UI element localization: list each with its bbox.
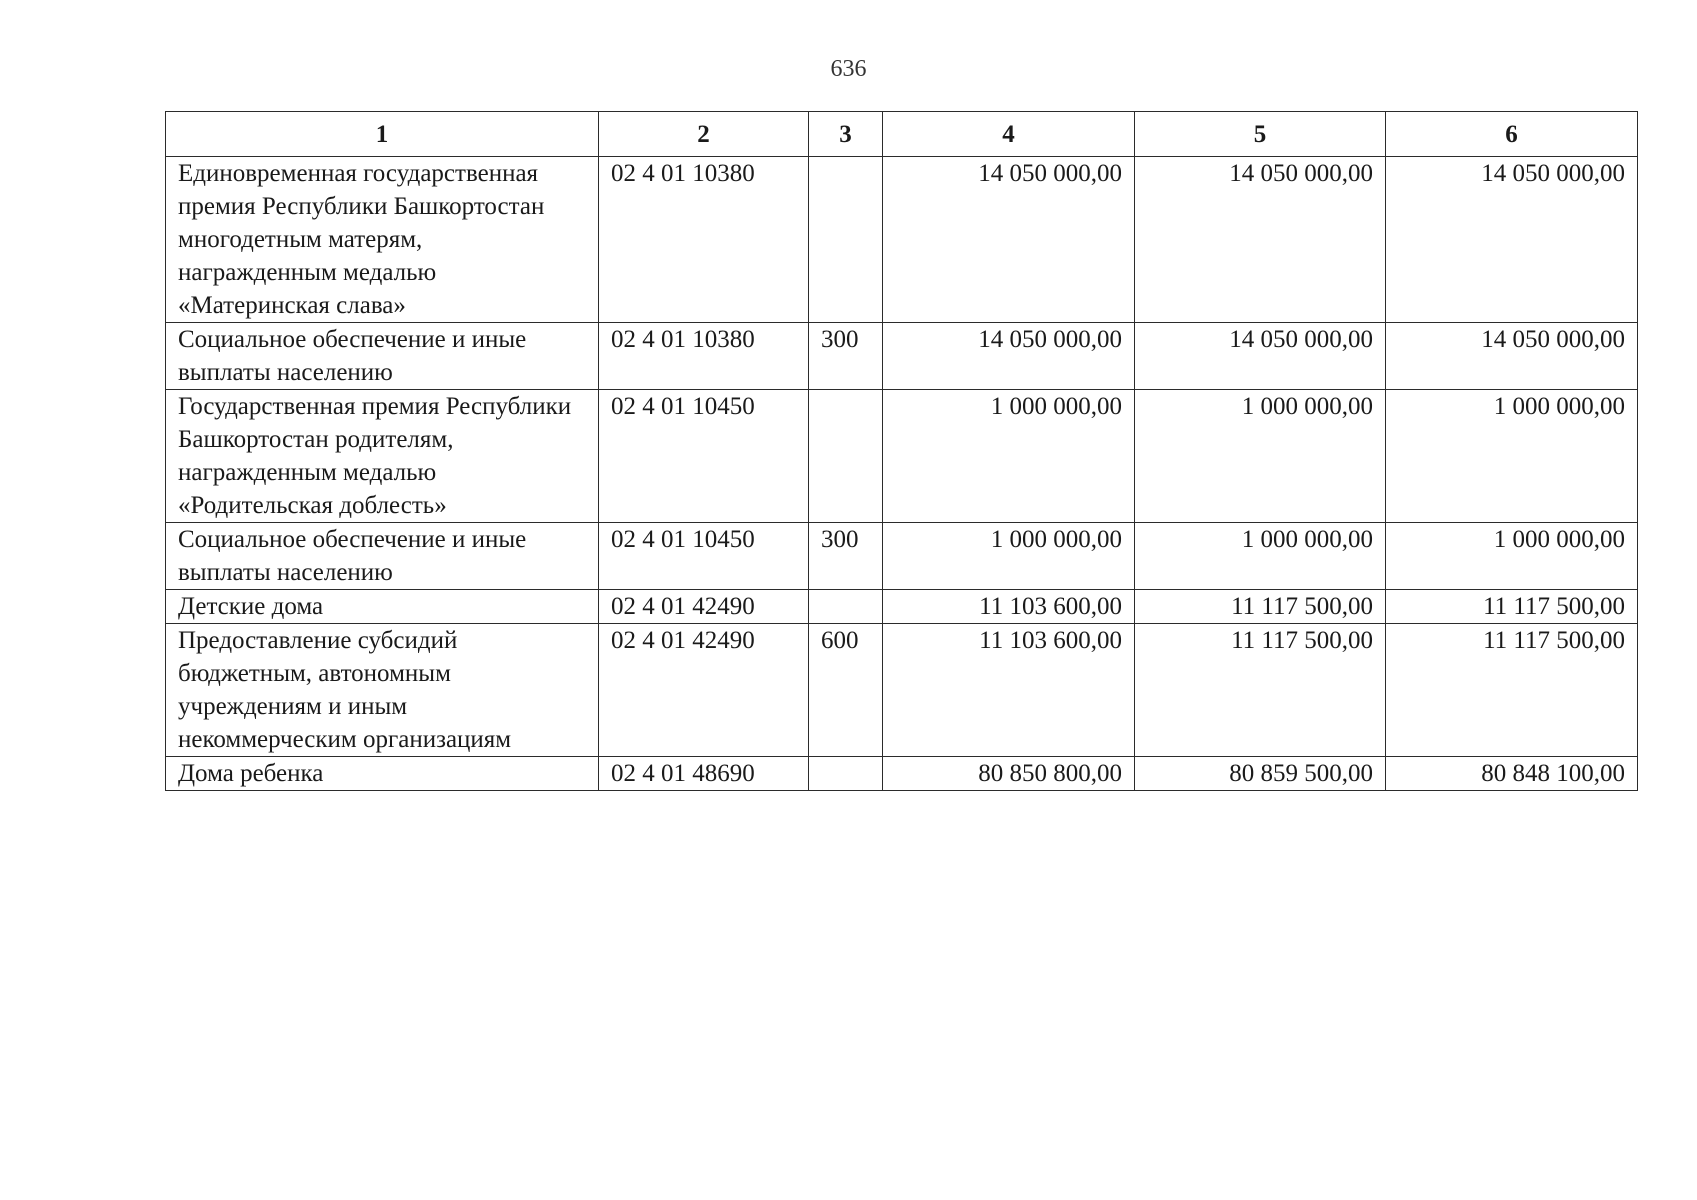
target-article-code: 02 4 01 10380 xyxy=(599,323,809,390)
item-name: Государственная премия Республики Башкортостан родителям, награжденным медалью «Родительская доблесть» xyxy=(166,390,599,523)
amount-col-5: 14 050 000,00 xyxy=(1135,157,1386,323)
amount-col-5: 11 117 500,00 xyxy=(1135,624,1386,757)
amount-col-6: 11 117 500,00 xyxy=(1386,624,1638,757)
column-header-3: 3 xyxy=(809,112,883,157)
page-number: 636 xyxy=(830,56,867,82)
amount-col-5: 80 859 500,00 xyxy=(1135,757,1386,791)
amount-col-5: 14 050 000,00 xyxy=(1135,323,1386,390)
column-header-2: 2 xyxy=(599,112,809,157)
amount-col-6: 14 050 000,00 xyxy=(1386,323,1638,390)
table-row xyxy=(166,323,1638,390)
table-row xyxy=(166,390,1638,523)
table-header xyxy=(166,112,1638,157)
amount-col-5: 11 117 500,00 xyxy=(1135,590,1386,624)
amount-col-6: 1 000 000,00 xyxy=(1386,523,1638,590)
expense-kind xyxy=(809,757,883,791)
expense-kind: 600 xyxy=(809,624,883,757)
table-row xyxy=(166,590,1638,624)
amount-col-4: 1 000 000,00 xyxy=(883,523,1135,590)
column-header-4: 4 xyxy=(883,112,1135,157)
amount-col-6: 1 000 000,00 xyxy=(1386,390,1638,523)
column-header-5: 5 xyxy=(1135,112,1386,157)
item-name: Социальное обеспечение и иные выплаты населению xyxy=(166,323,599,390)
column-header-1: 1 xyxy=(166,112,599,157)
target-article-code: 02 4 01 10450 xyxy=(599,390,809,523)
amount-col-4: 80 850 800,00 xyxy=(883,757,1135,791)
item-name: Предоставление субсидий бюджетным, автономным учреждениям и иным некоммерческим организациям xyxy=(166,624,599,757)
table-row xyxy=(166,157,1638,323)
target-article-code: 02 4 01 10380 xyxy=(599,157,809,323)
amount-col-4: 14 050 000,00 xyxy=(883,323,1135,390)
expense-kind xyxy=(809,390,883,523)
amount-col-6: 14 050 000,00 xyxy=(1386,157,1638,323)
target-article-code: 02 4 01 42490 xyxy=(599,624,809,757)
amount-col-5: 1 000 000,00 xyxy=(1135,390,1386,523)
amount-col-4: 1 000 000,00 xyxy=(883,390,1135,523)
item-name: Единовременная государственная премия Республики Башкортостан многодетным матерям, награжденным медалью «Материнская слава» xyxy=(166,157,599,323)
item-name: Дома ребенка xyxy=(166,757,599,791)
expense-kind xyxy=(809,590,883,624)
budget-table xyxy=(165,111,1638,791)
target-article-code: 02 4 01 10450 xyxy=(599,523,809,590)
amount-col-6: 80 848 100,00 xyxy=(1386,757,1638,791)
table-row xyxy=(166,757,1638,791)
target-article-code: 02 4 01 42490 xyxy=(599,590,809,624)
amount-col-6: 11 117 500,00 xyxy=(1386,590,1638,624)
table-body xyxy=(166,157,1638,791)
target-article-code: 02 4 01 48690 xyxy=(599,757,809,791)
item-name: Детские дома xyxy=(166,590,599,624)
column-header-6: 6 xyxy=(1386,112,1638,157)
table-row xyxy=(166,624,1638,757)
table-row xyxy=(166,523,1638,590)
expense-kind: 300 xyxy=(809,523,883,590)
expense-kind: 300 xyxy=(809,323,883,390)
amount-col-4: 14 050 000,00 xyxy=(883,157,1135,323)
amount-col-5: 1 000 000,00 xyxy=(1135,523,1386,590)
header-row xyxy=(166,112,1638,157)
item-name: Социальное обеспечение и иные выплаты населению xyxy=(166,523,599,590)
expense-kind xyxy=(809,157,883,323)
amount-col-4: 11 103 600,00 xyxy=(883,590,1135,624)
amount-col-4: 11 103 600,00 xyxy=(883,624,1135,757)
